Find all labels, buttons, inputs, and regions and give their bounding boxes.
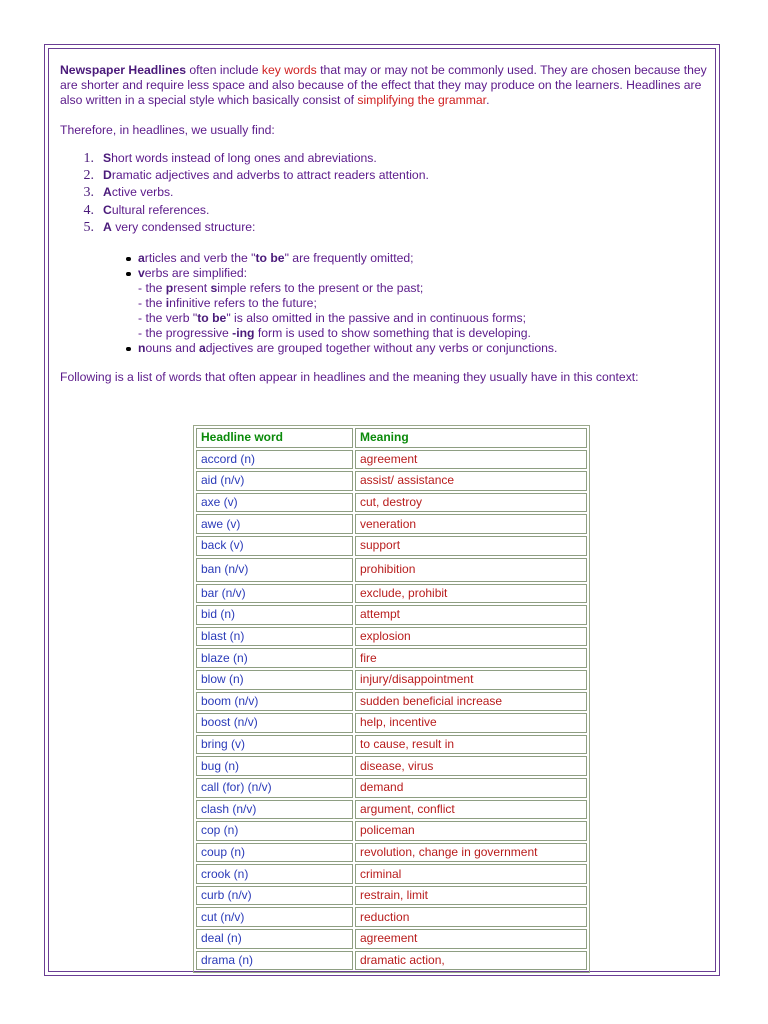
sub-text: - the [138,295,166,310]
item-text: ctive verbs. [111,185,174,200]
intro-text-3: . [486,93,490,107]
bullet-text: djectives are grouped together without any verbs or conjunctions. [205,340,558,355]
table-row [196,692,587,712]
meaning-cell: assist/ assistance [355,471,587,491]
table-row [196,951,587,971]
numbered-item [60,151,710,168]
headline-word-cell: bring (v) [196,735,353,755]
sub-text: - the progressive [138,325,233,340]
table-row [196,536,587,556]
table-row [196,627,587,647]
item-text: ultural references. [111,202,210,217]
sub-text: form is used to show something that is developing. [254,325,531,340]
item-initial: S [103,151,112,165]
headline-word-cell: ban (n/v) [196,558,353,582]
meaning-cell: prohibition [355,558,587,582]
numbered-list [60,151,710,237]
headline-word-cell: boom (n/v) [196,692,353,712]
bullet-text: rticles and verb the " [144,250,256,265]
table-row [196,648,587,668]
headline-word-cell: cut (n/v) [196,907,353,927]
bullet-text: erbs are simplified: [144,265,248,280]
meaning-cell: demand [355,778,587,798]
sub-bold: i [165,295,170,310]
sub-text: - the [138,280,166,295]
meaning-cell: sudden beneficial increase [355,692,587,712]
sub-text: - the verb " [138,310,198,325]
table-row [196,821,587,841]
table-row [196,778,587,798]
sub-bold: s [210,280,218,295]
table-row [196,514,587,534]
numbered-item [60,220,710,237]
meaning-cell: support [355,536,587,556]
sub-bold: to be [197,310,227,325]
headline-word-cell: bid (n) [196,605,353,625]
sub-line-to-be [138,311,710,326]
table-row [196,907,587,927]
bullet-dot-icon [126,272,131,277]
sub-text: imple refers to the present or the past; [217,280,424,295]
headline-word-cell: aid (n/v) [196,471,353,491]
numbered-item [60,203,710,220]
numbered-item [60,168,710,185]
meaning-cell: criminal [355,864,587,884]
meaning-cell: injury/disappointment [355,670,587,690]
meaning-cell: revolution, change in government [355,843,587,863]
table-row [196,800,587,820]
meaning-cell: to cause, result in [355,735,587,755]
table-row [196,756,587,776]
meaning-cell: policeman [355,821,587,841]
headline-word-cell: accord (n) [196,450,353,470]
intro-paragraph [60,63,710,108]
table-row [196,450,587,470]
headline-word-cell: bar (n/v) [196,584,353,604]
meaning-cell: attempt [355,605,587,625]
page-frame [44,44,720,976]
bullet-initial: a [138,250,145,265]
meaning-cell: veneration [355,514,587,534]
item-initial: A [103,185,112,200]
meaning-cell: fire [355,648,587,668]
item-initial: A [103,219,112,234]
bullet-initial: n [138,340,146,355]
sub-text: nfinitive refers to the future; [169,295,317,310]
headline-word-cell: call (for) (n/v) [196,778,353,798]
table-row [196,843,587,863]
bullet-list [60,251,710,356]
table-row [196,558,587,582]
intro-simplifying: simplifying the grammar [357,93,487,107]
bullet-bold: to be [255,250,285,265]
meaning-cell: exclude, prohibit [355,584,587,604]
intro-text-2: that may or may not be commonly used. They are chosen because they are shorter and require less space and also because of the effect that they may produce on the learners. Headlines are also written in a special style which basically consist of [60,63,707,107]
meaning-cell: dramatic action, [355,951,587,971]
intro-text-1: often include [186,63,262,77]
headline-word-cell: bug (n) [196,756,353,776]
headline-word-cell: axe (v) [196,493,353,513]
headline-word-cell: awe (v) [196,514,353,534]
item-text: ramatic adjectives and adverbs to attract readers attention. [111,168,429,183]
table-row [196,864,587,884]
meaning-cell: cut, destroy [355,493,587,513]
item-text: hort words instead of long ones and abreviations. [111,151,377,165]
table-header-row [196,428,587,448]
headline-word-cell: blast (n) [196,627,353,647]
bullet-text: " are frequently omitted; [284,250,414,265]
sub-text: resent [173,280,211,295]
numbered-item [60,185,710,202]
table-body [196,450,587,971]
bullet-initial: a [199,340,206,355]
headline-word-cell: cop (n) [196,821,353,841]
item-initial: C [103,202,112,217]
table-row [196,605,587,625]
article-body [60,63,710,967]
headline-words-table [193,425,590,973]
meaning-cell: agreement [355,929,587,949]
table-row [196,670,587,690]
item-number: 4. [83,202,94,218]
therefore-line: Therefore, in headlines, we usually find: [60,123,275,137]
sub-bold: p [165,280,174,295]
headline-word-cell: curb (n/v) [196,886,353,906]
meaning-cell: argument, conflict [355,800,587,820]
table-row [196,735,587,755]
item-initial: D [103,168,112,183]
intro-term: Newspaper Headlines [60,63,186,77]
table-row [196,929,587,949]
headline-word-cell: drama (n) [196,951,353,971]
bullet-text: ouns and [145,340,199,355]
meaning-cell: agreement [355,450,587,470]
header-headline-word: Headline word [196,428,353,448]
table-row [196,713,587,733]
table-row [196,471,587,491]
bullet-item-nouns [60,341,710,356]
header-meaning: Meaning [355,428,587,448]
headline-word-cell: coup (n) [196,843,353,863]
table-row [196,493,587,513]
table-row [196,584,587,604]
bullet-dot-icon [126,347,131,352]
page-frame-inner [48,48,716,972]
headline-word-cell: blow (n) [196,670,353,690]
headline-word-cell: clash (n/v) [196,800,353,820]
sub-line-present [138,281,710,296]
headline-word-cell: back (v) [196,536,353,556]
sub-line-ing [138,326,710,341]
item-number: 5. [83,219,94,235]
sub-line-infinitive [138,296,710,311]
item-number: 1. [83,151,94,166]
bullet-dot-icon [126,257,131,262]
item-number: 3. [83,185,94,201]
following-line: Following is a list of words that often appear in headlines and the meaning they usually have in this context: [60,369,639,384]
bullet-item-articles [60,251,710,266]
meaning-cell: disease, virus [355,756,587,776]
meaning-cell: reduction [355,907,587,927]
table-row [196,886,587,906]
intro-key-words: key words [261,63,317,77]
bullet-initial: v [138,265,145,280]
meaning-cell: help, incentive [355,713,587,733]
headline-word-cell: blaze (n) [196,648,353,668]
headline-word-cell: deal (n) [196,929,353,949]
item-text: very condensed structure: [111,219,256,234]
meaning-cell: explosion [355,627,587,647]
sub-text: " is also omitted in the passive and in continuous forms; [226,310,527,325]
item-number: 2. [83,168,94,184]
headline-word-cell: crook (n) [196,864,353,884]
meaning-cell: restrain, limit [355,886,587,906]
bullet-item-verbs [60,266,710,341]
sub-bold: -ing [232,325,255,340]
headline-word-cell: boost (n/v) [196,713,353,733]
